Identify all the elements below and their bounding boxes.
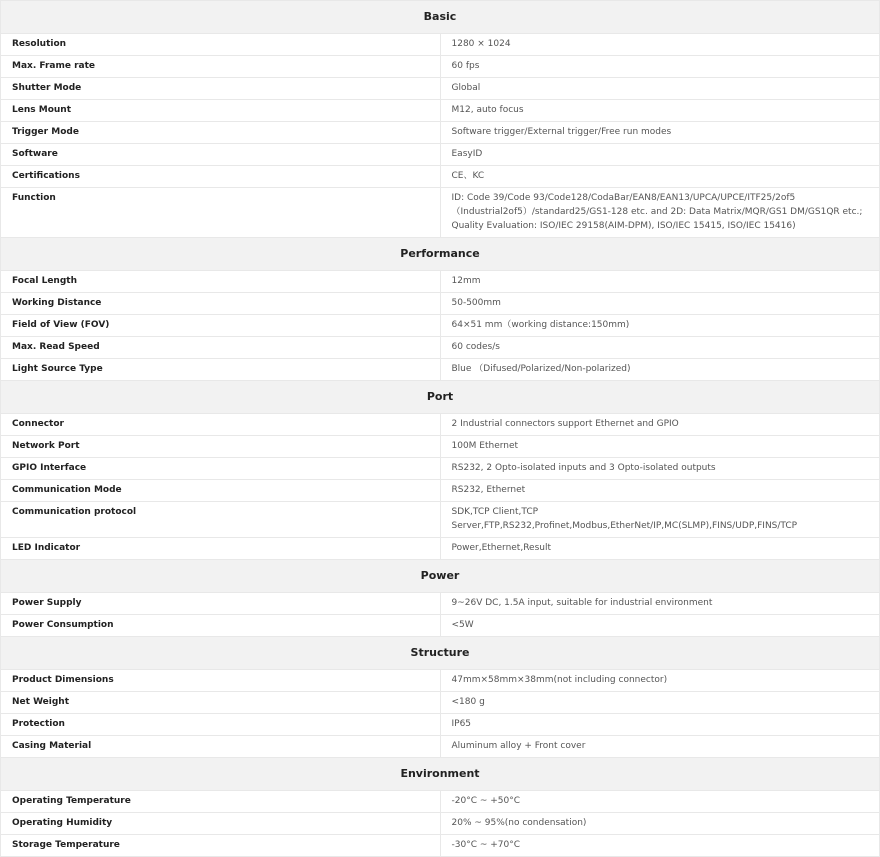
spec-label: Software xyxy=(1,144,441,166)
spec-label: Storage Temperature xyxy=(1,835,441,857)
spec-value: SDK,TCP Client,TCP Server,FTP,RS232,Profinet,Modbus,EtherNet/IP,MC(SLMP),FINS/UDP,FINS/TCP xyxy=(440,502,880,538)
spec-row xyxy=(1,835,880,857)
spec-row xyxy=(1,436,880,458)
spec-label: GPIO Interface xyxy=(1,458,441,480)
spec-label: Casing Material xyxy=(1,736,441,758)
spec-row xyxy=(1,78,880,100)
spec-row xyxy=(1,293,880,315)
spec-value: ID: Code 39/Code 93/Code128/CodaBar/EAN8/EAN13/UPCA/UPCE/ITF25/2of5（Industrial2of5）/standard25/GS1-128 etc. and 2D: Data Matrix/MQR/GS1 DM/GS1QR etc.; Quality Evaluation: ISO/IEC 29158(AIM-DPM), ISO/IEC 15415, ISO/IEC 15416) xyxy=(440,188,880,238)
spec-value: Aluminum alloy + Front cover xyxy=(440,736,880,758)
spec-value: Global xyxy=(440,78,880,100)
spec-value: 20% ~ 95%(no condensation) xyxy=(440,813,880,835)
spec-row xyxy=(1,359,880,381)
spec-label: Communication protocol xyxy=(1,502,441,538)
section-header-row xyxy=(1,1,880,34)
spec-row xyxy=(1,458,880,480)
spec-value: 47mm×58mm×38mm(not including connector) xyxy=(440,670,880,692)
spec-label: Working Distance xyxy=(1,293,441,315)
spec-label: Lens Mount xyxy=(1,100,441,122)
spec-row xyxy=(1,166,880,188)
spec-value: <5W xyxy=(440,615,880,637)
spec-row xyxy=(1,615,880,637)
spec-row xyxy=(1,414,880,436)
spec-label: Power Consumption xyxy=(1,615,441,637)
spec-row xyxy=(1,56,880,78)
spec-row xyxy=(1,480,880,502)
spec-value: 9~26V DC, 1.5A input, suitable for industrial environment xyxy=(440,593,880,615)
spec-row xyxy=(1,813,880,835)
spec-value: Software trigger/External trigger/Free run modes xyxy=(440,122,880,144)
spec-row xyxy=(1,337,880,359)
spec-label: LED Indicator xyxy=(1,538,441,560)
spec-value: <180 g xyxy=(440,692,880,714)
section-title: Basic xyxy=(1,1,880,34)
section-header-row xyxy=(1,637,880,670)
spec-label: Connector xyxy=(1,414,441,436)
spec-label: Resolution xyxy=(1,34,441,56)
spec-value: RS232, Ethernet xyxy=(440,480,880,502)
spec-row xyxy=(1,714,880,736)
spec-value: CE、KC xyxy=(440,166,880,188)
spec-row xyxy=(1,188,880,238)
spec-row xyxy=(1,144,880,166)
spec-label: Power Supply xyxy=(1,593,441,615)
spec-row xyxy=(1,670,880,692)
spec-row xyxy=(1,100,880,122)
section-header-row xyxy=(1,238,880,271)
spec-row xyxy=(1,593,880,615)
spec-label: Light Source Type xyxy=(1,359,441,381)
spec-value: 60 codes/s xyxy=(440,337,880,359)
spec-row xyxy=(1,791,880,813)
section-title: Port xyxy=(1,381,880,414)
spec-row xyxy=(1,34,880,56)
spec-value: 12mm xyxy=(440,271,880,293)
spec-label: Trigger Mode xyxy=(1,122,441,144)
spec-label: Net Weight xyxy=(1,692,441,714)
spec-label: Network Port xyxy=(1,436,441,458)
spec-value: Blue （Difused/Polarized/Non-polarized) xyxy=(440,359,880,381)
section-title: Power xyxy=(1,560,880,593)
spec-row xyxy=(1,271,880,293)
section-header-row xyxy=(1,560,880,593)
section-title: Structure xyxy=(1,637,880,670)
spec-label: Max. Read Speed xyxy=(1,337,441,359)
spec-value: -20°C ~ +50°C xyxy=(440,791,880,813)
spec-label: Product Dimensions xyxy=(1,670,441,692)
spec-label: Protection xyxy=(1,714,441,736)
spec-value: EasyID xyxy=(440,144,880,166)
spec-label: Communication Mode xyxy=(1,480,441,502)
spec-row xyxy=(1,502,880,538)
spec-value: 2 Industrial connectors support Ethernet and GPIO xyxy=(440,414,880,436)
spec-value: 64×51 mm（working distance:150mm) xyxy=(440,315,880,337)
section-header-row xyxy=(1,381,880,414)
spec-label: Focal Length xyxy=(1,271,441,293)
spec-label: Certifications xyxy=(1,166,441,188)
section-header-row xyxy=(1,758,880,791)
spec-label: Field of View (FOV) xyxy=(1,315,441,337)
spec-value: Power,Ethernet,Result xyxy=(440,538,880,560)
spec-value: 1280 × 1024 xyxy=(440,34,880,56)
spec-label: Function xyxy=(1,188,441,238)
spec-row xyxy=(1,692,880,714)
spec-label: Shutter Mode xyxy=(1,78,441,100)
section-title: Environment xyxy=(1,758,880,791)
spec-label: Operating Humidity xyxy=(1,813,441,835)
spec-value: IP65 xyxy=(440,714,880,736)
spec-row xyxy=(1,538,880,560)
spec-value: 100M Ethernet xyxy=(440,436,880,458)
spec-row xyxy=(1,736,880,758)
section-title: Performance xyxy=(1,238,880,271)
spec-row xyxy=(1,122,880,144)
spec-value: -30°C ~ +70°C xyxy=(440,835,880,857)
spec-value: 50-500mm xyxy=(440,293,880,315)
spec-label: Operating Temperature xyxy=(1,791,441,813)
spec-row xyxy=(1,315,880,337)
spec-value: M12, auto focus xyxy=(440,100,880,122)
spec-label: Max. Frame rate xyxy=(1,56,441,78)
spec-value: 60 fps xyxy=(440,56,880,78)
spec-table-body xyxy=(1,1,880,857)
spec-value: RS232, 2 Opto-isolated inputs and 3 Opto-isolated outputs xyxy=(440,458,880,480)
